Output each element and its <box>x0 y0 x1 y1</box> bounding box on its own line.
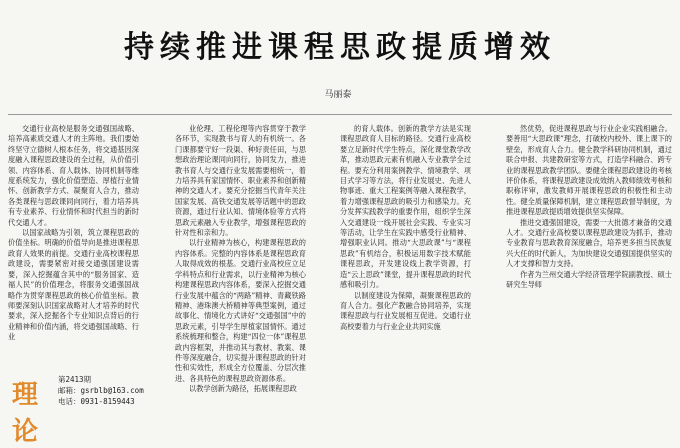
paragraph: 以国家战略为引领，筑立课程思政的价值坐标。明确的价值导向是推进课程思政育人效果的前提。交通行业高校课程思政建设，需要紧密对接交通强国建设需要，深入挖掘蕴含其中的“服务国家、造福人民”的价值理念，将服务交通强国战略作为贯穿课程思政的核心价值坐标。教师要深刻认识国家战略对人才培养的时代要求，深入挖掘各个专业知识点背后的行业精神和价值内涵，将交通强国战略、行业 <box>8 228 139 342</box>
author-name: 马丽泰 <box>324 90 352 100</box>
paragraph: 以行业精神为核心，构建课程思政的内容体系。完整的内容体系是课程思政育人取得成效的根基。交通行业高校应立足学科特点和行业需求，以行业精神为核心构建课程思政内容体系，要深入挖掘交通行业发展中蕴含的“两路”精神、青藏铁路精神、港珠澳大桥精神等典型案例，通过故事化、情境化方式讲好“交通强国”中的思政元素，引导学生厚植家国情怀。通过系统梳理和整合，构建“四位一体”课程思政内容框架，并推动其与教材、教案、课件等深度融合，切实提升课程思政的针对性和实效性，形成全方位覆盖、分层次推进、各具特色的课程思政资源体系。 <box>175 238 306 383</box>
contact-email: 邮箱：gsrblb@163.com <box>58 386 144 395</box>
paragraph: 然优势，促进课程思政与行业企业实践相融合。要善用“大思政课”理念，打破校内校外、课上课下的壁垒，形成育人合力。健全教学科研协同机制，通过联合申报、共建教研室等方式，打造学科融合、跨专业的课程思政教学团队。要健全课程思政建设的考核评价体系，将课程思政建设成效纳入教师绩效考核和职称评审，激发教师开展课程思政的积极性和主动性。健全质量保障机制，建立课程思政督导制度，为推进课程思政提质增效提供坚实保障。 <box>506 124 672 217</box>
paragraph: 的育人载体。创新的教学方法是实现课程思政育人目标的路径。交通行业高校要立足新时代学生特点，深化课堂教学改革，推动思政元素有机融入专业教学全过程。要充分利用案例教学、情境教学、项目式学习等方法，将行业发展史、先进人物事迹、重大工程案例等融入课程教学，着力增强课程思政的吸引力和感染力。充分发挥实践教学的重要作用，组织学生深入交通建设一线开展社会实践、专业实习等活动，让学生在实践中感受行业精神、增强职业认同。推动“大思政课”与“课程思政”有机结合，积极运用数字技术赋能课程思政，开发建设线上教学资源，打造“云上思政”课堂，提升课程思政的时代感和吸引力。 <box>340 124 471 290</box>
paragraph: 业伦理、工程伦理等内容贯穿于教学各环节，实现教书与育人的有机统一。各门课都要守好一段渠、种好责任田，与思想政治理论课同向同行，协同发力，推进教书育人与交通行业发展需要相统一，着力培养具有家国情怀、职业素养和创新精神的交通人才。要充分挖掘当代青年关注国家发展、高铁交通发展等话题中的思政资源，通过行业认知、情境体验等方式将思政元素融入专业教学，增强课程思政的针对性和亲和力。 <box>175 124 306 238</box>
paragraph: 以教学创新为路径，拓展课程思政 <box>189 384 297 394</box>
logo-text: 理论 <box>12 380 39 447</box>
paragraph: 交通行业高校是服务交通强国战略、培养高素质交通人才的主阵地。我们要始终坚守立德树人根本任务，将交通基因深度融入课程思政建设的全过程，从价值引领、内容体系、育人载体、协同机制等维度系统发力，强化价值塑造、厚植行业情怀、创新教学方式、凝聚育人合力，推动各类课程与思政课同向同行，着力培养具有专业素养、行业情怀和时代担当的新时代交通人才。 <box>8 124 139 227</box>
author-bio: 作者为兰州交通大学经济管理学院副教授、硕士研究生导师 <box>506 269 672 290</box>
article-column-1 <box>8 124 139 342</box>
article-column-4 <box>506 124 672 291</box>
section-footer <box>8 372 168 447</box>
article-column-2 <box>175 124 306 395</box>
footer-info <box>58 374 144 407</box>
contact-phone: 电话：0931-8159443 <box>58 397 135 406</box>
article-title: 持续推进课程思政提质增效 <box>124 30 556 65</box>
article-column-3 <box>340 124 471 332</box>
paragraph: 以制度建设为保障，凝聚课程思政的育人合力。强化产教融合协同培养，实现课程思政与行业发展相互促进。交通行业高校要着力与行业企业共同实施 <box>340 290 471 331</box>
issue-number: 第2413期 <box>58 375 92 384</box>
section-logo <box>8 372 54 447</box>
title-divider <box>8 114 672 115</box>
paragraph: 推进交通强国建设，需要一大批德才兼备的交通人才。交通行业高校要以课程思政建设为抓手，推动专业教育与思政教育深度融合，培养更多担当民族复兴大任的时代新人，为加快建设交通强国提供坚实的人才支撑和智力支持。 <box>506 217 672 269</box>
